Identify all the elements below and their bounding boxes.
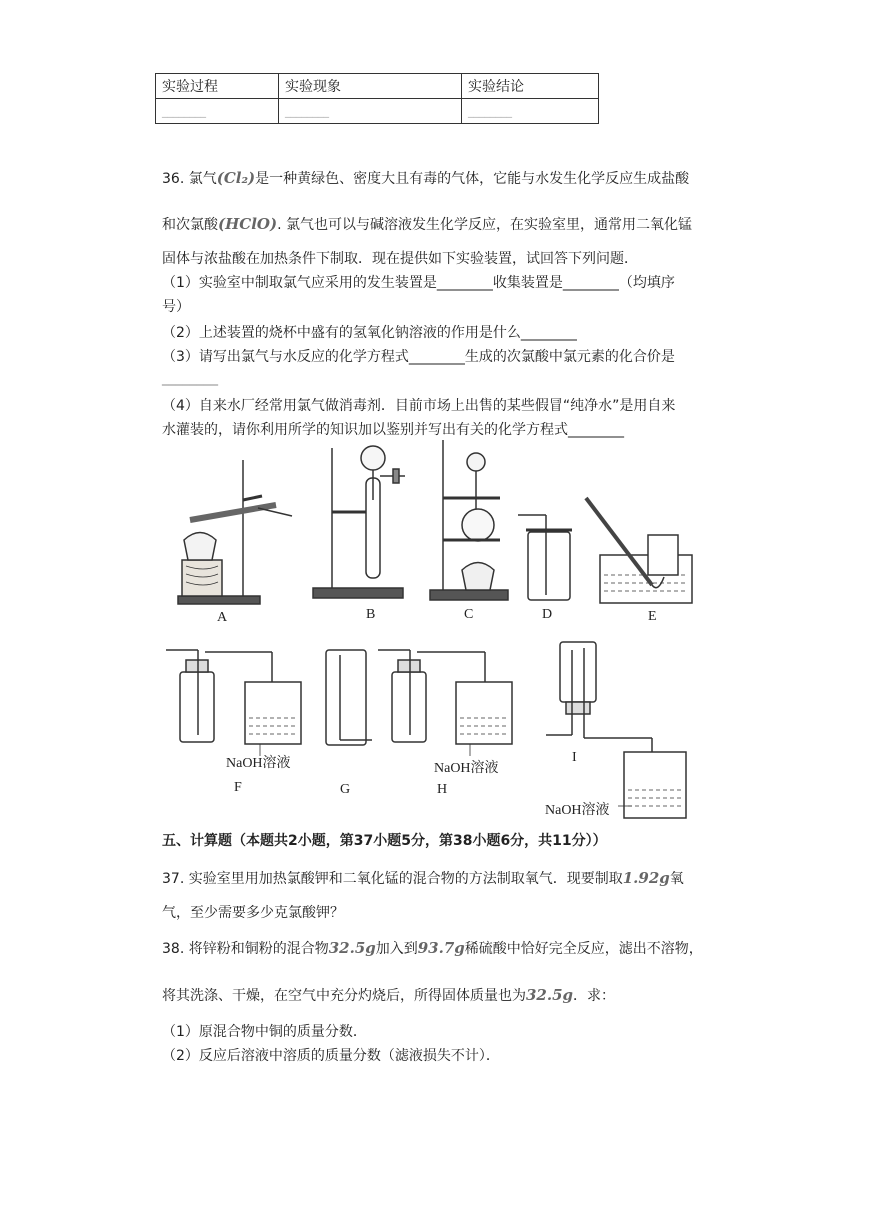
q36-part4: （4）自来水厂经常用氯气做消毒剂．目前市场上出售的某些假冒“纯净水”是用自来: [162, 398, 676, 414]
mass-value: 93.7g: [417, 939, 465, 957]
label-b: B: [366, 607, 376, 622]
q37-line1: [162, 868, 684, 888]
q38-text: ．求：: [573, 988, 616, 1004]
q36-line3: 固体与浓盐酸在加热条件下制取．现在提供如下实验装置，试回答下列问题．: [162, 251, 638, 267]
label-d: D: [542, 607, 553, 622]
q38-part1: （1）原混合物中铜的质量分数．: [162, 1024, 367, 1040]
apparatus-h: [378, 650, 512, 756]
q37-text: 氧: [669, 871, 684, 887]
q36-text: 和次氯酸: [162, 217, 218, 233]
q38-text: 稀硫酸中恰好完全反应，滤出不溶物，: [464, 941, 703, 957]
apparatus-c: [430, 440, 508, 600]
hclo-formula: (HClO): [218, 215, 278, 233]
mass-value: 1.92g: [622, 869, 670, 887]
q36-text: 36. 氯气: [162, 171, 217, 187]
q36-part3: （3）请写出氯气与水反应的化学方程式________生成的次氯酸中氯元素的化合价是: [162, 349, 675, 365]
q36-part1-cont: 号）: [162, 299, 190, 315]
label-c: C: [464, 607, 474, 622]
label-g: G: [340, 782, 351, 797]
table-blank-cell: ________: [156, 99, 279, 124]
q38-line2: [162, 985, 615, 1005]
label-i: I: [572, 750, 577, 765]
naoh-label-i: NaOH溶液: [545, 803, 610, 818]
q37-line2: 气，至少需要多少克氯酸钾？: [162, 905, 344, 921]
label-a: A: [217, 610, 228, 625]
label-e: E: [648, 609, 657, 624]
naoh-label-h: NaOH溶液: [434, 761, 499, 776]
q36-part1: （1）实验室中制取氯气应采用的发生装置是________收集装置是________（均填序: [162, 275, 675, 291]
q36-text: . 氯气也可以与碱溶液发生化学反应，在实验室里，通常用二氧化锰: [277, 217, 692, 233]
apparatus-g: [326, 650, 372, 745]
cl2-formula: (Cl₂): [216, 169, 256, 187]
q36-text: 是一种黄绿色、密度大且有毒的气体，它能与水发生化学反应生成盐酸: [255, 171, 690, 187]
apparatus-d: [518, 515, 572, 600]
q36-part4-cont: 水灌装的，请你利用所学的知识加以鉴别并写出有关的化学方程式________: [162, 422, 624, 438]
apparatus-i: [546, 642, 686, 818]
table-header-cell: 实验现象: [279, 74, 462, 99]
q37-text: 37. 实验室里用加热氯酸钾和二氧化锰的混合物的方法制取氧气．现要制取: [162, 871, 623, 887]
apparatus-e: [586, 498, 692, 603]
section-heading: 五、计算题（本题共2小题，第37小题5分，第38小题6分，共11分））: [162, 833, 607, 849]
label-h: H: [437, 782, 448, 797]
naoh-label-f: NaOH溶液: [226, 756, 291, 771]
apparatus-b: [313, 446, 405, 598]
q38-text: 38. 将锌粉和铜粉的混合物: [162, 941, 329, 957]
table-blank-cell: ________: [279, 99, 462, 124]
q36-part3-blank: ________: [162, 370, 218, 386]
apparatus-a: [178, 460, 292, 604]
q38-text: 将其洗涤、干燥，在空气中充分灼烧后，所得固体质量也为: [162, 988, 526, 1004]
apparatus-f: [166, 650, 301, 756]
table-blank-cell: ________: [462, 99, 599, 124]
label-f: F: [234, 780, 242, 795]
table-header-cell: 实验结论: [462, 74, 599, 99]
q38-line1: [162, 938, 703, 958]
q38-part2: （2）反应后溶液中溶质的质量分数（滤液损失不计）．: [162, 1048, 500, 1064]
q38-text: 加入到: [375, 941, 418, 957]
mass-value: 32.5g: [328, 939, 376, 957]
table-header-cell: 实验过程: [156, 74, 279, 99]
q36-part2: （2）上述装置的烧杯中盛有的氢氧化钠溶液的作用是什么________: [162, 325, 577, 341]
mass-value: 32.5g: [526, 986, 574, 1004]
